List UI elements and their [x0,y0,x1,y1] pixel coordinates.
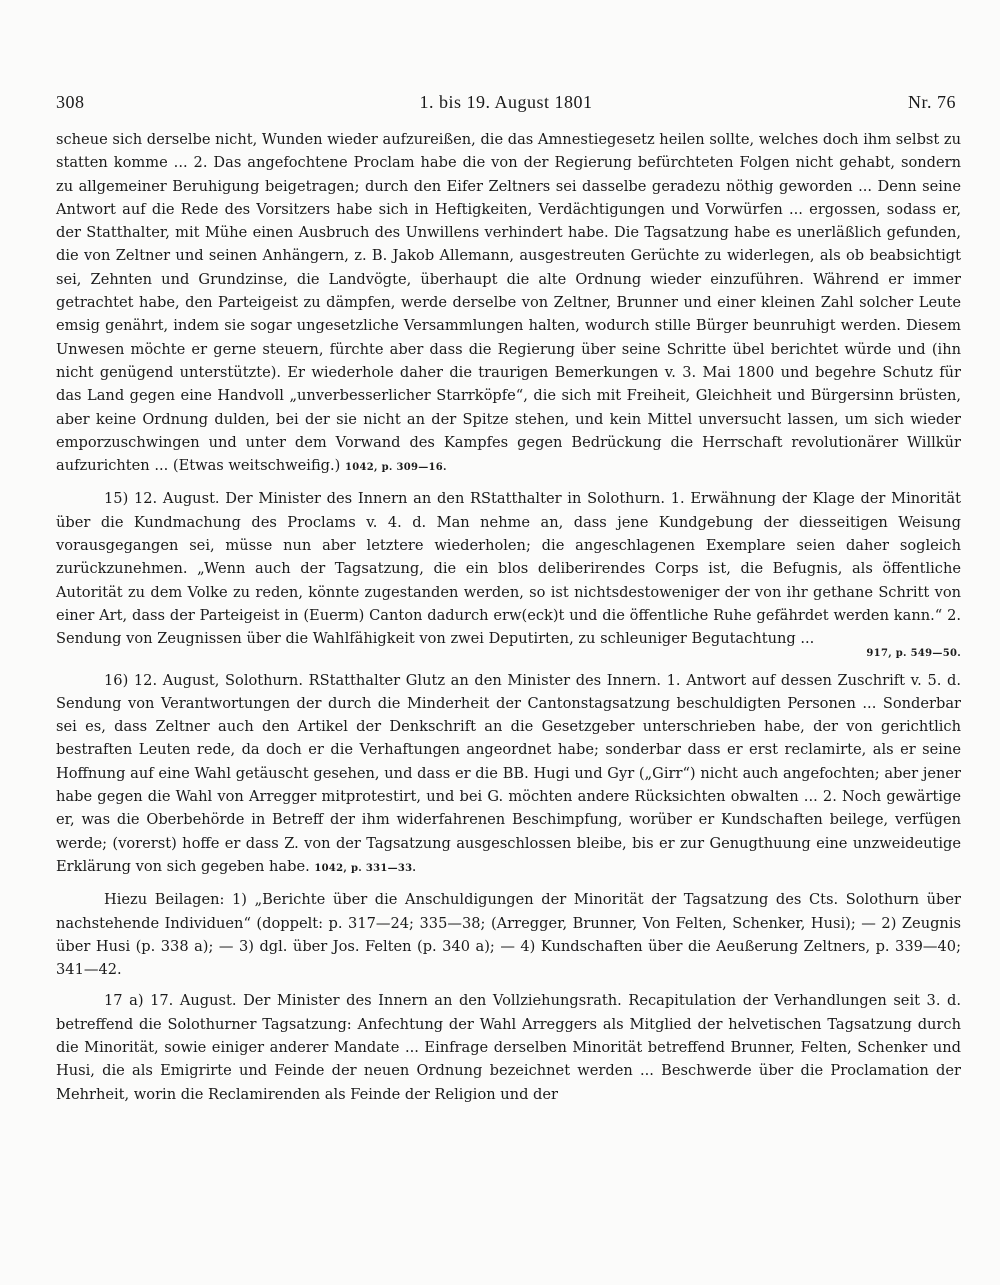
archive-reference: 917, p. 549—50. [866,647,961,659]
paragraph-text: 16) 12. August, Solothurn. RStatthalter Glutz an den Minister des Innern. 1. Antwort auf dessen Zuschrift v. 5. d. Sendung von Verantwortungen der durch die Minderheit der Cantonstagsatzung beschuldigten Personen ... Sonderbar sei es, dass Zeltner auch den Artikel der Denkschrift an die Gesetzgeber unterschrieben habe, der von gerichtlich bestraften Leuten rede, da doch er die Verhaftungen angeordnet habe; sonderbar dass er erst reclamirte, als er seine Hoffnung auf eine Wahl getäuscht gesehen, und dass er die BB. Hugi und Gyr („Girr“) nicht auch angefochten; aber jener habe gegen die Wahl von Arregger mitprotestirt, und bei G. möchten andere Rücksichten obwalten ... 2. Noch gewärtige er, was die Oberbehörde in Betreff der ihm widerfahrenen Beschimpfung, worüber er Kundschaften beilege, verfügen werde; (vorerst) hoffe er dass Z. von der Tagsatzung ausgeschlossen bleibe, bis er zur Genugthuung eine unzweideutige Erklärung von sich gegeben habe. [56,671,961,875]
page-number: 308 [56,92,85,112]
running-header [56,92,956,120]
archive-reference: 1042, p. 331—33. [314,862,417,874]
paragraph-text: Hiezu Beilagen: 1) „Berichte über die Anschuldigungen der Minorität der Tagsatzung des Cts. Solothurn über nachstehende Individuen“ (doppelt: p. 317—24; 335—38; (Arregger, Brunner, Von Felten, Schenker, Husi); — 2) Zeugnis über Husi (p. 338 a); — 3) dgl. über Jos. Felten (p. 340 a); — 4) Kundschaften über die Aeußerung Zeltners, p. 339—40; 341—42. [56,891,961,979]
paragraph-entry-17a [56,989,961,1105]
document-body [56,128,961,1114]
header-document-number: Nr. 76 [908,92,956,112]
paragraph-text: scheue sich derselbe nicht, Wunden wieder aufzureißen, die das Amnestiegesetz heilen sollte, welches doch ihm selbst zu statten komme ... 2. Das angefochtene Proclam habe die von der Regierung befürchteten Folgen nicht gehabt, sondern zu allgemeiner Beruhigung beigetragen; durch den Eifer Zeltners sei dasselbe geradezu nöthig geworden ... Denn seine Antwort auf die Rede des Vorsitzers habe sich in Heftigkeiten, Verdächtigungen und Vorwürfen ... ergossen, sodass er, der Statthalter, mit Mühe einen Ausbruch des Unwillens verhindert habe. Die Tagsatzung habe es unerläßlich gefunden, die von Zeltner und seinen Anhängern, z. B. Jakob Allemann, ausgestreuten Gerüchte zu widerlegen, als ob beabsichtigt sei, Zehnten und Grundzinse, die Landvögte, überhaupt die alte Ordnung wieder einzuführen. Während er immer getrachtet habe, den Parteigeist zu dämpfen, werde derselbe von Zeltner, Brunner und einer kleinen Zahl solcher Leute emsig genährt, indem sie sogar ungesetzliche Versammlungen halten, wodurch stille Bürger beunruhigt werden. Diesem Unwesen möchte er gerne steuern, fürchte aber dass die Regierung über seine Schritte übel berichtet würde und (ihn nicht genügend unterstützte). Er wiederhole daher die traurigen Bemerkungen v. 3. Mai 1800 und begehre Schutz für das Land gegen eine Handvoll „unverbesserlicher Starrköpfe“, die sich mit Freiheit, Gleichheit und Bürgersinn brüsten, aber keine Ordnung dulden, bei der sie nicht an der Spitze stehen, und kein Mittel unversucht lassen, um sich wieder emporzuschwingen und unter dem Vorwand des Kampfes gegen Bedrückung die Herrschaft revolutionärer Willkür aufzurichten ... (Etwas weitschweifig.) [56,131,961,475]
paragraph-attachments [56,888,961,981]
paragraph-entry-16 [56,669,961,881]
header-date-range: 1. bis 19. August 1801 [419,92,593,112]
archive-reference: 1042, p. 309—16. [345,462,447,474]
paragraph-entry-15 [56,487,961,660]
paragraph-continuation [56,128,961,479]
paragraph-text: 17 a) 17. August. Der Minister des Innern an den Vollziehungsrath. Recapitulation der Verhandlungen seit 3. d. betreffend die Solothurner Tagsatzung: Anfechtung der Wahl Arreggers als Mitglied der helvetischen Tagsatzung durch die Minorität, sowie einiger anderer Mandate ... Einfrage derselben Minorität betreffend Brunner, Felten, Schenker und Husi, die als Emigrirte und Feinde der neuen Ordnung bezeichnet werden ... Beschwerde über die Proclamation der Mehrheit, worin die Reclamirenden als Feinde der Religion und der [56,992,961,1103]
paragraph-text: 15) 12. August. Der Minister des Innern an den RStatthalter in Solothurn. 1. Erwähnung der Klage der Minorität über die Kundmachung des Proclams v. 4. d. Man nehme an, dass jene Kundgebung der diesseitigen Weisung vorausgegangen sei, müsse nun aber letztere wiederholen; die angeschlagenen Exemplare seien daher sogleich zurückzunehmen. „Wenn auch der Tagsatzung, die ein blos deliberirendes Corps ist, die Befugnis, als öffentliche Autorität zu dem Volke zu reden, könnte zugestanden werden, so ist nichtsdestoweniger der von ihr gethane Schritt von einer Art, dass der Parteigeist in (Euerm) Canton dadurch erw(eck)t und die öffentliche Ruhe gefährdet werden kann.“ 2. Sendung von Zeugnissen über die Wahlfähigkeit von zwei Deputirten, zu schleuniger Begutachtung ... [56,490,961,648]
